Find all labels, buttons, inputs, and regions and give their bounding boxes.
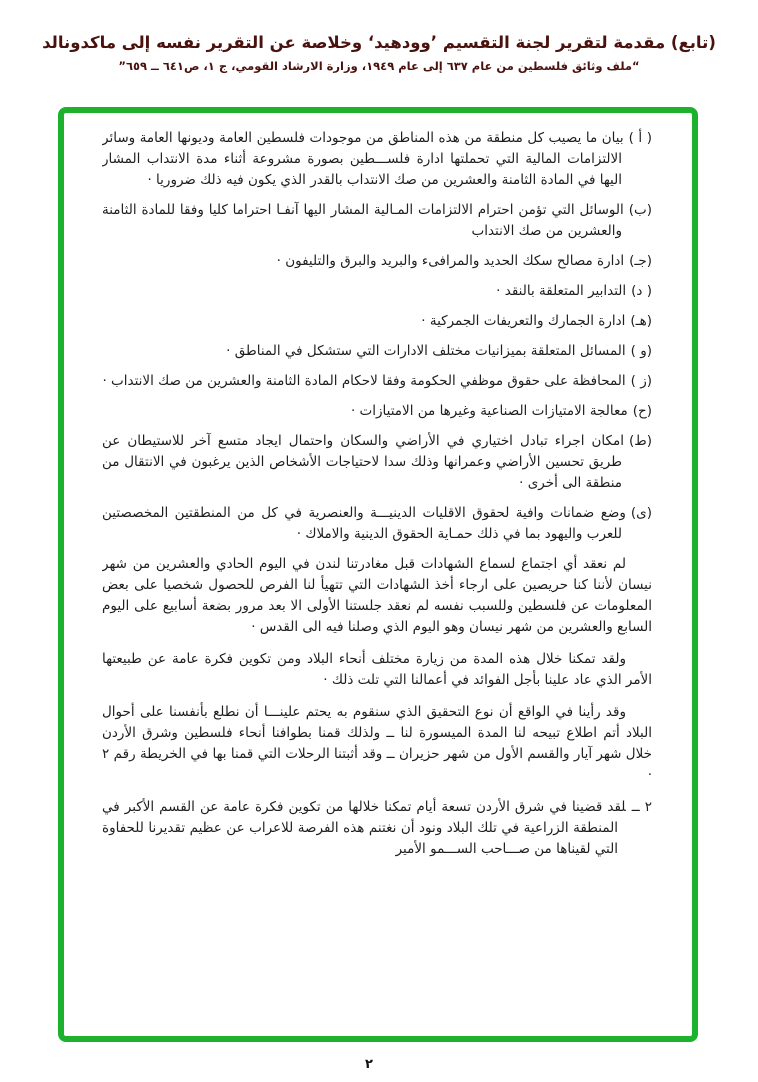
list-item-dal	[102, 281, 652, 302]
numbered-item-2	[102, 797, 652, 860]
list-item-waw	[102, 341, 652, 362]
list-item-ha	[102, 311, 652, 332]
list-marker: ( د)	[631, 283, 652, 299]
list-text: بيان ما يصيب كل منطقة من هذه المناطق من موجودات فلسطين العامة وديونها العامة وسائر الالتزامات المالية التي تحملتها ادارة فلســـطين بصورة مشروعة أثناء مدة الانتداب المشار اليها في المادة الثامنة والعشرين من صك الانتداب بالقدر الذي يكون فيه ذلك ضروريا ·	[102, 130, 624, 188]
list-text: ادارة الجمارك والتعريفات الجمركية ·	[421, 313, 626, 329]
list-text: وضع ضمانات وافية لحقوق الاقليات الدينيـــة والعنصرية في كل من المنطقتين المخصصتين للعرب واليهود بما في ذلك حمـاية الحقوق الدينية والاملاك ·	[102, 505, 626, 542]
list-text: امكان اجراء تبادل اختياري في الأراضي والسكان واحتمال ايجاد متسع آخر للاستيطان عن طريق تحسين الأراضي وعمرانها وذلك سدا لاحتياجات الأشخاص الذين يرغبون في الانتقال من منطقة الى أخرى ·	[102, 433, 624, 491]
list-marker: (ى)	[630, 505, 652, 521]
paragraph-hearings: لم نعقد أي اجتماع لسماع الشهادات قبل مغادرتنا لندن في اليوم الحادي والعشرين من شهر نيسان لأننا كنا حريصين على ارجاء أخذ الشهادات التي تتهيأ لنا الفرص للحصول شخصيا على بعض المعلومات عن فلسطين وللسبب نفسه لم نعقد جلستنا الأولى الا بعد مرور بضعة أسابيع على اليوم السابع والعشرين من شهر نيسان وهو اليوم الذي وصلنا فيه الى القدس ·	[102, 556, 652, 635]
item-text: لقد قضينا في شرق الأردن تسعة أيام تمكنا خلالها من تكوين فكرة عامة عن القسم الأكبر في المنطقة الزراعية في تلك البلاد ونود أن نغتنم هذه الفرصة للاعراب عن عظيم تقديرنا للحفاوة التي لقيناها من صـــاحب الســـمو الأمير	[102, 799, 626, 857]
list-text: معالجة الامتيازات الصناعية وغيرها من الامتيازات ·	[350, 403, 628, 419]
list-marker: (جـ)	[629, 253, 652, 269]
page-number: ٢	[365, 1057, 373, 1072]
green-border-frame	[58, 107, 698, 1042]
list-item-ba	[102, 200, 652, 242]
document-header	[0, 33, 758, 73]
list-marker: (هـ)	[630, 313, 652, 329]
paragraph-inquiry-plan: وقد رأينا في الواقع أن نوع التحقيق الذي سنقوم به يحتم علينـــا أن نطلع بأنفسنا على أحوال البلاد أتم اطلاع تبيحه لنا المدة الميسورة لنا ــ ولذلك قمنا بطوافنا أنحاء فلسطين وشرق الأردن خلال شهر آيار والقسم الأول من شهر حزيران ــ وقد أثبتنا الرحلات التي قمنا بها في الخريطة رقم ٢ ·	[102, 704, 652, 783]
item-number-marker: ٢ ــ	[631, 799, 652, 815]
list-marker: (ب)	[628, 202, 652, 218]
list-text: ادارة مصالح سكك الحديد والمرافىء والبريد والبرق والتليفون ·	[276, 253, 625, 269]
paragraph-country-tour: ولقد تمكنا خلال هذه المدة من زيارة مختلف أنحاء البلاد ومن تكوين فكرة عامة عن طبيعتها الأمر الذي عاد علينا بأجل الفوائد في أعمالنا التي تلت ذلك ·	[102, 651, 652, 688]
list-text: التدابير المتعلقة بالنقد ·	[496, 283, 627, 299]
list-item-ya	[102, 503, 652, 545]
list-marker: (ح)	[632, 403, 652, 419]
list-item-tta	[102, 431, 652, 494]
list-marker: (ط)	[628, 433, 652, 449]
list-text: المسائل المتعلقة بميزانيات مختلف الادارات التي ستشكل في المناطق ·	[226, 343, 626, 359]
list-item-hha	[102, 401, 652, 422]
list-text: المحافظة على حقوق موظفي الحكومة وفقا لاحكام المادة الثامنة والعشرين من صك الانتداب ·	[102, 373, 626, 389]
page-title: (تابع) مقدمة لتقرير لجنة التقسيم ’وودهيد‘ وخلاصة عن التقرير نفسه إلى ماكدونالد	[42, 33, 716, 52]
list-marker: (ز )	[630, 373, 652, 389]
list-marker: ( أ )	[628, 130, 652, 146]
list-marker: (و )	[630, 343, 652, 359]
list-item-jim	[102, 251, 652, 272]
list-item-alif	[102, 128, 652, 191]
document-body	[102, 128, 652, 1028]
list-item-zay	[102, 371, 652, 392]
page-subtitle: “ملف وثائق فلسطين من عام ٦٣٧ إلى عام ١٩٤٩، وزارة الارشاد القومي، ج ١، ص٦٤١ ــ ٦٥٩”	[118, 59, 640, 73]
list-text: الوسائل التي تؤمن احترام الالتزامات المـالية المشار اليها آنفـا احتراما كليا وفقا للمادة الثامنة والعشرين من صك الانتداب	[102, 202, 624, 239]
